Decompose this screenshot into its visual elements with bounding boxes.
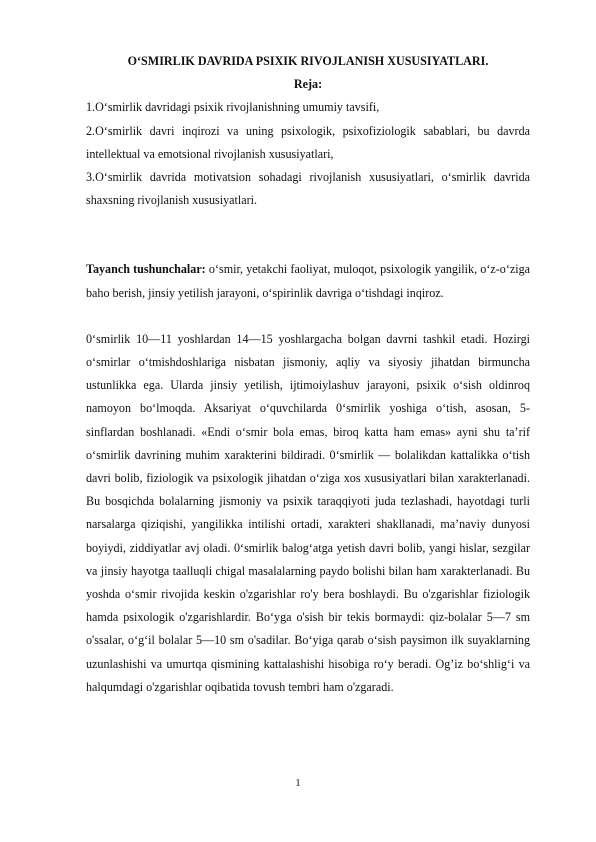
- key-terms-paragraph: [86, 258, 530, 304]
- page-number: 1: [295, 777, 301, 789]
- plan-heading: Reja:: [293, 77, 323, 92]
- plan-list: [86, 96, 530, 212]
- paragraph-spacer: [86, 305, 530, 328]
- key-terms-text: o‘smir, yetakchi faoliyat, muloqot, psixologik yangilik, o‘z-o‘ziga baho berish, jinsiy yetilish jarayoni, o‘spirinlik davriga o‘tishdagi inqiroz.: [86, 262, 530, 300]
- plan-item-1: 1.O‘smirlik davridagi psixik rivojlanishning umumiy tavsifi,: [86, 100, 380, 115]
- plan-item-2: 2.O‘smirlik davri inqirozi va uning psixologik, psixofiziologik sabablari, bu davrda intellektual va emotsional rivojlanish xususiyatlari,: [86, 123, 530, 161]
- page-content: [86, 50, 530, 699]
- section-spacer: [86, 212, 530, 258]
- body-paragraph: 0‘smirlik 10—11 yoshlardan 14—15 yoshlargacha bolgan davrni tashkil etadi. Hozirgi o‘smirlar o‘tmishdoshlariga nisbatan jismoniy, aqliy va siyosiy jihatdan birmuncha ustunlikka ega. Ularda jinsiy yetilish, ijtimoiylashuv jarayoni, psixik o‘sish oldinroq namoyon bo‘lmoqda. Aksariyat o‘quvchilarda 0‘smirlik yoshiga o‘tish, asosan, 5-sinflardan boshlanadi. «Endi o‘smir bola emas, biroq katta ham emas» ayni shu ta’rif o‘smirlik davrining muhim xarakterini bildiradi. 0‘smirlik — bolalikdan kattalikka o‘tish davri bolib, fiziologik va psixologik jihatdan o‘ziga xos xususiyatlari bilan xarakterlanadi. Bu bosqichda bolalarning jismoniy va psixik taraqqiyoti juda tezlashadi, hayotdagi turli narsalarga qiziqishi, yangilikka intilishi ortadi, xarakteri shakllanadi, ma’naviy dunyosi boyiydi, ziddiyatlar avj oladi. 0‘smirlik balog‘atga yetish davri bolib, yangi hislar, sezgilar va jinsiy hayotga taalluqli chigal masalalarning paydo bolishi bilan ham xarakterlanadi. Bu yoshda o‘smir rivojida keskin o'zgarishlar ro'y bera boshlaydi. Bu o'zgarishlar fiziologik hamda psixologik o'zgarishlardir. Bo‘yga o'sish bir tekis bormaydi: qiz-bolalar 5—7 sm o'ssalar, o‘g‘il bolalar 5—10 sm o'sadilar. Bo‘yiga qarab o‘sish paysimon ilk suyaklarning uzunlashishi va umurtqa qismining kattalashishi hisobiga ro‘y beradi. Og’iz bo‘shlig‘i va halqumdagi o'zgarishlar oqibatida tovush tembri ham o'zgaradi.: [86, 331, 530, 694]
- page-title: O‘SMIRLIK DAVRIDA PSIXIK RIVOJLANISH XUSUSIYATLARI.: [127, 54, 489, 68]
- key-terms-label: Tayanch tushunchalar:: [86, 262, 206, 277]
- plan-item-3: 3.O‘smirlik davrida motivatsion sohadagi rivojlanish xususiyatlari, o‘smirlik davrida shaxsning rivojlanish xususiyatlari.: [86, 170, 530, 208]
